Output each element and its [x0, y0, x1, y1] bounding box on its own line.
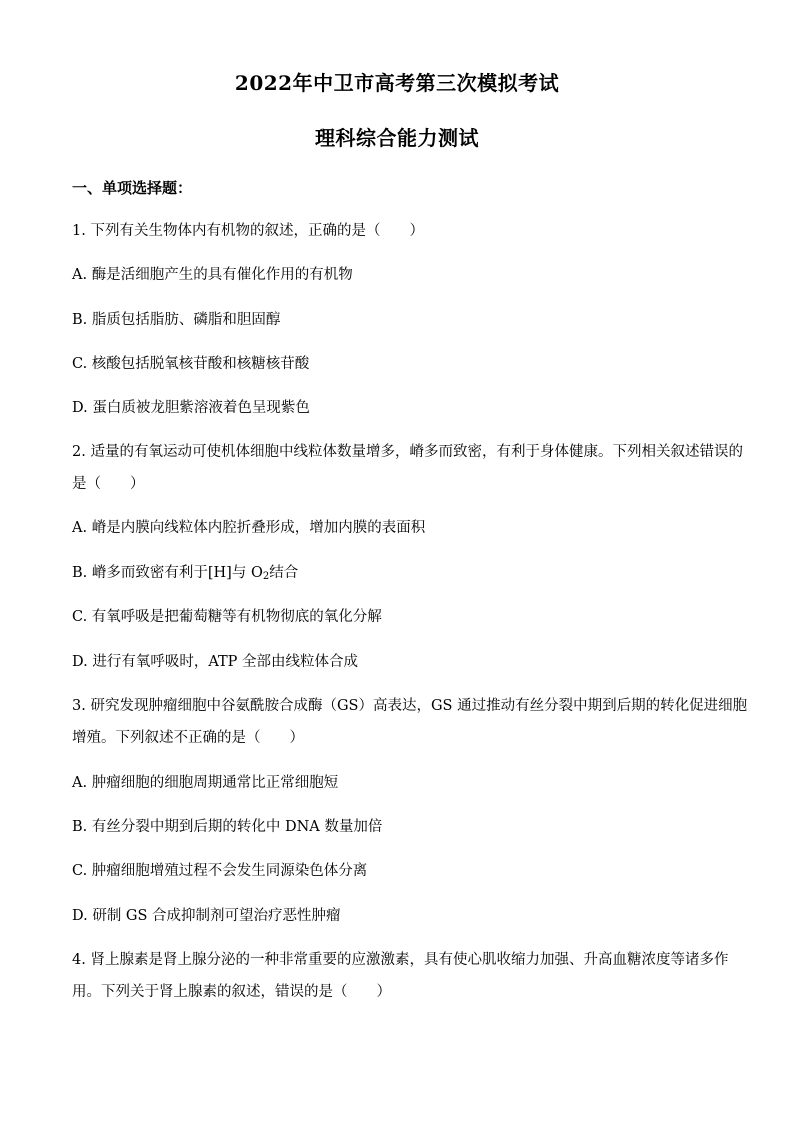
- question-2-option-a: A. 嵴是内膜向线粒体内腔折叠形成，增加内膜的表面积: [72, 520, 426, 536]
- question-2-option-b: [72, 563, 298, 583]
- question-1-option-d: D. 蛋白质被龙胆紫溶液着色呈现紫色: [72, 400, 310, 416]
- question-3-stem-line-2: 增殖。下列叙述不正确的是（ ）: [72, 730, 304, 746]
- question-2-option-d: D. 进行有氧呼吸时，ATP 全部由线粒体合成: [72, 654, 359, 670]
- question-3-option-b: B. 有丝分裂中期到后期的转化中 DNA 数量加倍: [72, 819, 383, 835]
- exam-title: 2022年中卫市高考第三次模拟考试: [234, 71, 560, 95]
- exam-subtitle: 理科综合能力测试: [315, 126, 479, 150]
- question-2-stem-line-1: 2. 适量的有氧运动可使机体细胞中线粒体数量增多，嵴多而致密，有利于身体健康。下列相关叙述错误的: [72, 444, 743, 460]
- question-3-stem-line-1: 3. 研究发现肿瘤细胞中谷氨酰胺合成酶（GS）高表达，GS 通过推动有丝分裂中期到后期的转化促进细胞: [72, 698, 748, 714]
- question-1-option-b: B. 脂质包括脂肪、磷脂和胆固醇: [72, 312, 281, 328]
- option-b-text-post: 结合: [269, 565, 299, 581]
- question-1-option-c: C. 核酸包括脱氧核苷酸和核糖核苷酸: [72, 356, 310, 372]
- question-1-stem: 1. 下列有关生物体内有机物的叙述，正确的是（ ）: [72, 223, 424, 239]
- question-2-stem-line-2: 是（ ）: [72, 476, 145, 492]
- section-heading: 一、单项选择题：: [72, 179, 193, 197]
- question-3-option-d: D. 研制 GS 合成抑制剂可望治疗恶性肿瘤: [72, 908, 341, 924]
- question-2-option-c: C. 有氧呼吸是把葡萄糖等有机物彻底的氧化分解: [72, 609, 382, 625]
- question-4-stem-line-2: 用。下列关于肾上腺素的叙述，错误的是（ ）: [72, 984, 391, 1000]
- question-3-option-a: A. 肿瘤细胞的细胞周期通常比正常细胞短: [72, 775, 339, 791]
- question-1-option-a: A. 酶是活细胞产生的具有催化作用的有机物: [72, 267, 353, 283]
- question-4-stem-line-1: 4. 肾上腺素是肾上腺分泌的一种非常重要的应激激素，具有使心肌收缩力加强、升高血糖浓度等诸多作: [72, 952, 729, 968]
- question-3-option-c: C. 肿瘤细胞增殖过程不会发生同源染色体分离: [72, 863, 368, 879]
- oxygen-subscript: 2: [262, 571, 270, 582]
- option-b-text-pre: B. 嵴多而致密有利于[H]与 O: [72, 565, 263, 581]
